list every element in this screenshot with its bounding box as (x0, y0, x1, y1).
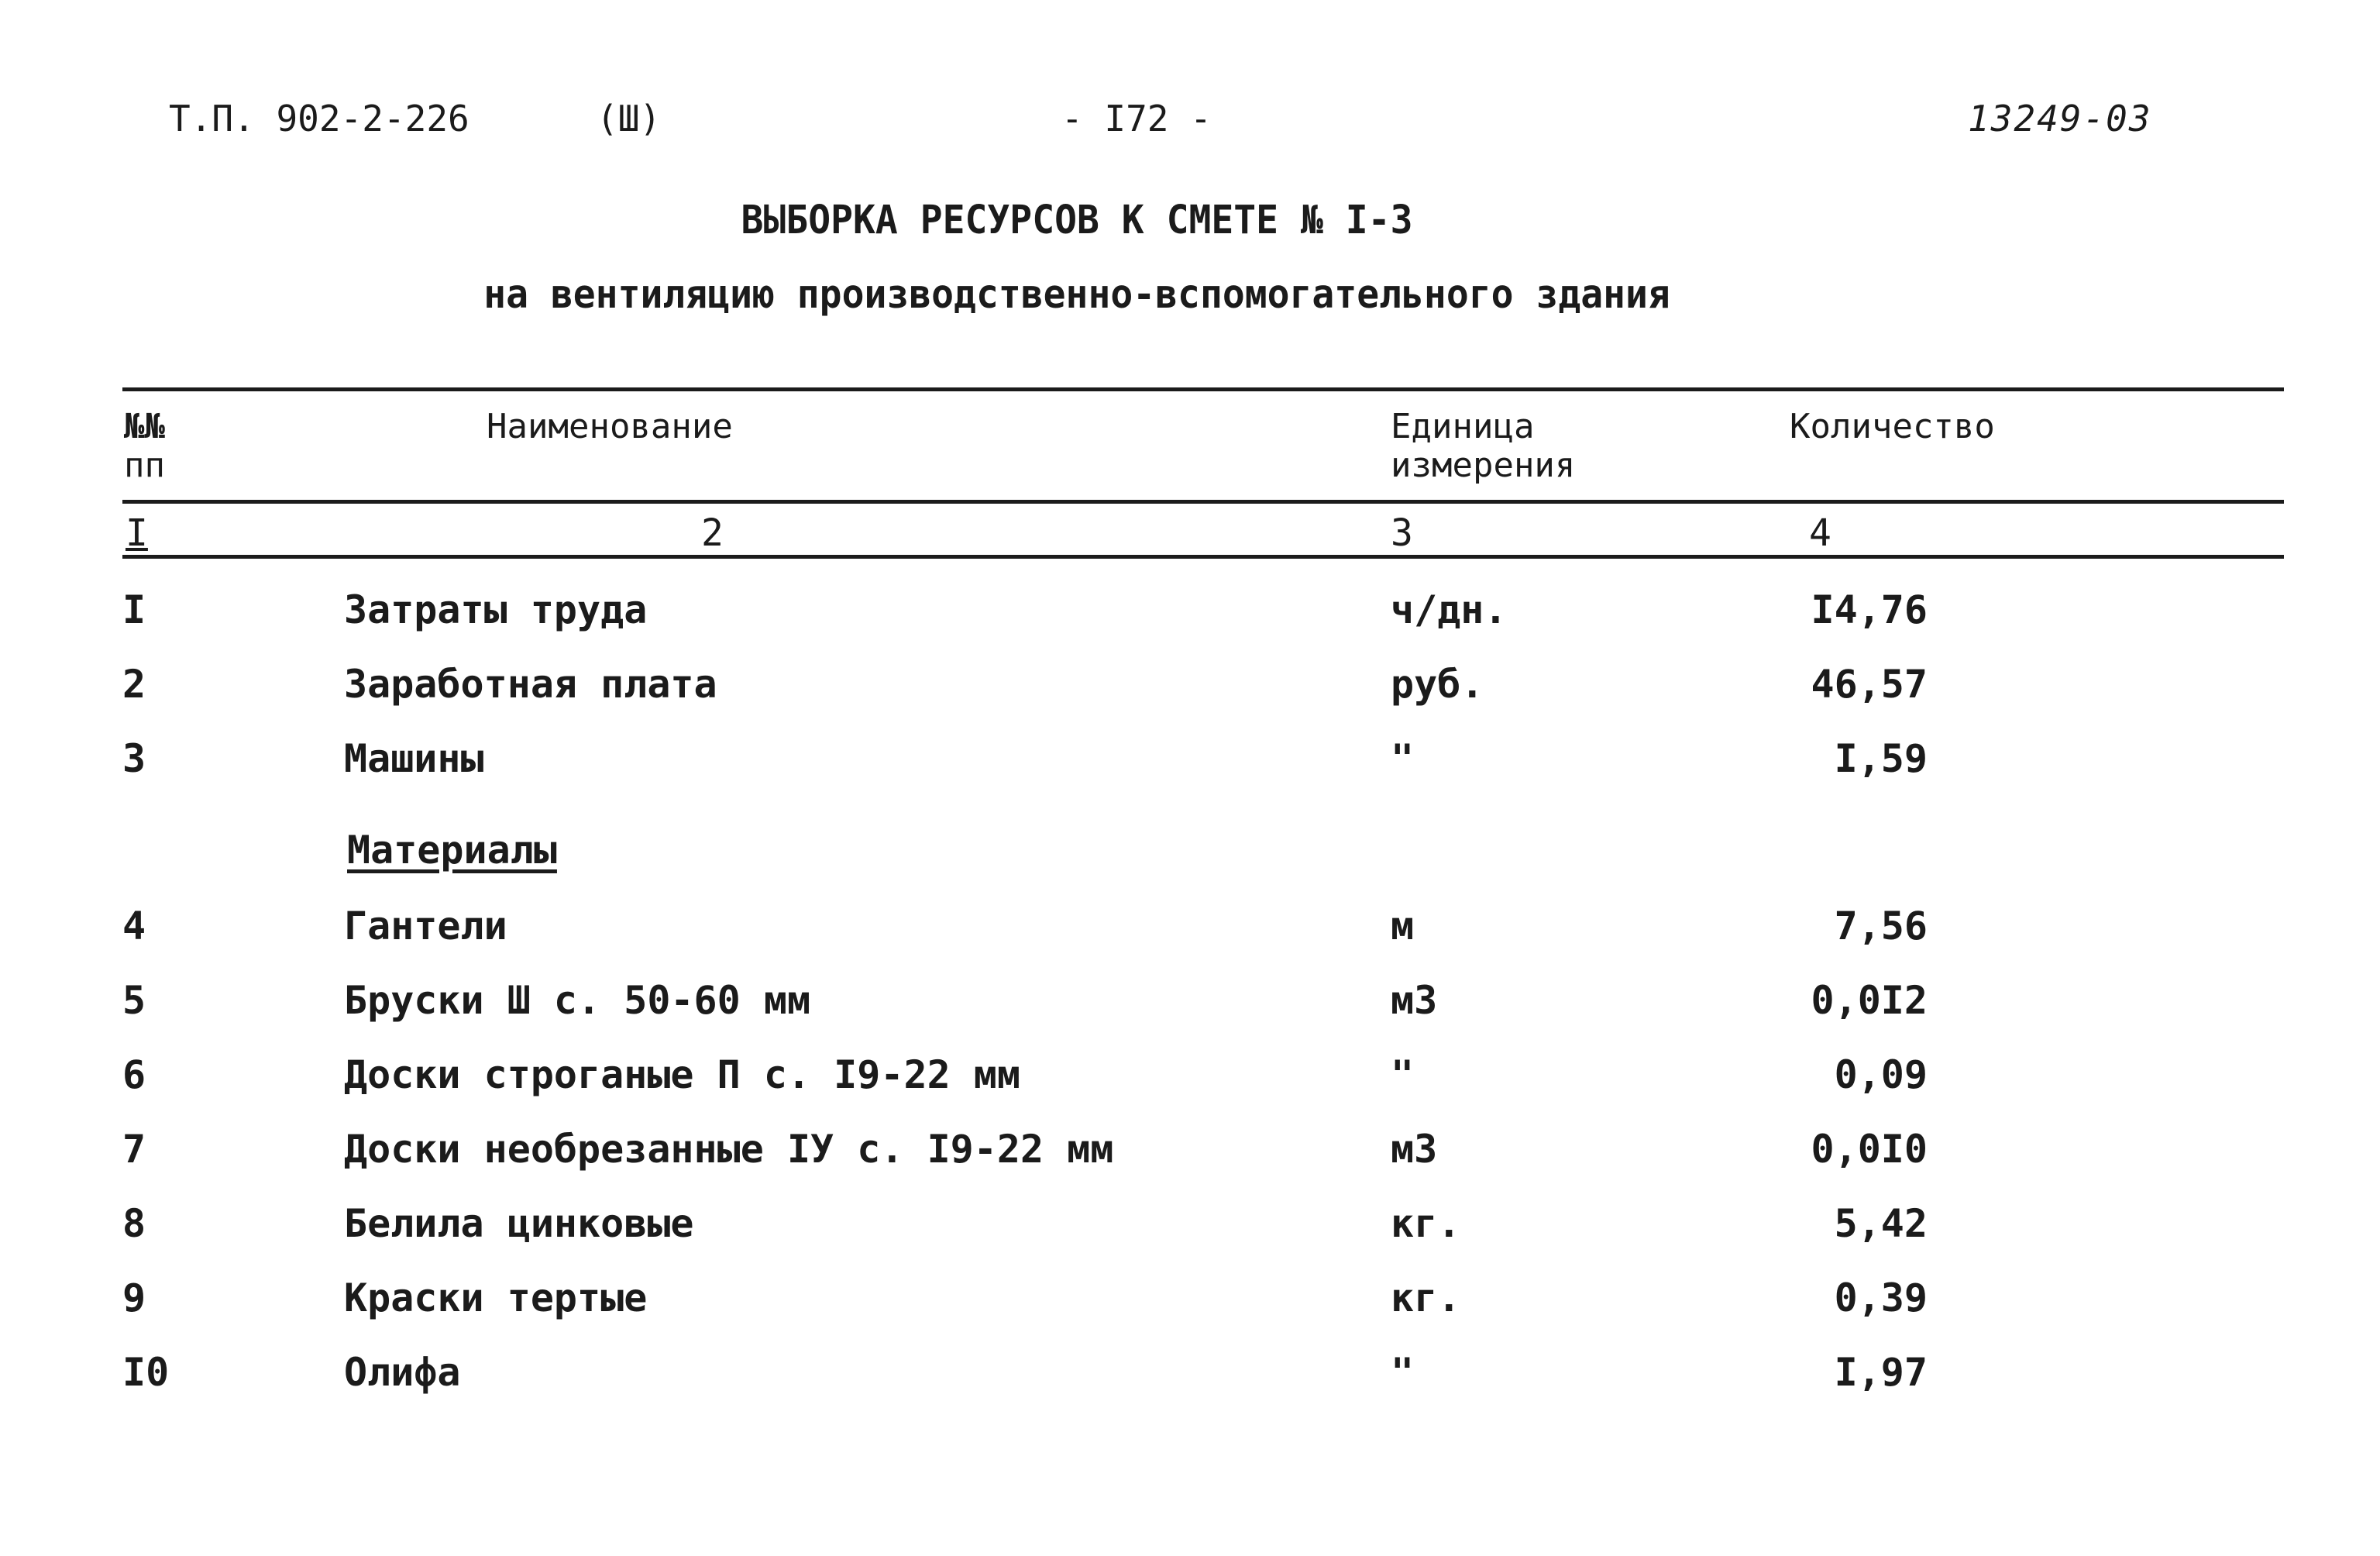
header-number (124, 408, 165, 485)
row-name: Затраты труда (344, 587, 648, 632)
row-quantity: I,59 (1834, 736, 1928, 781)
table-row (0, 587, 2380, 642)
column-number-2: 2 (701, 511, 724, 555)
row-unit: ч/дн. (1391, 587, 1508, 632)
row-quantity: I4,76 (1811, 587, 1928, 632)
row-quantity: 46,57 (1811, 662, 1928, 707)
header-bottom-rule (122, 500, 2284, 504)
header-name: Наименование (487, 407, 733, 446)
column-number-1: I (126, 511, 148, 555)
document-section: (Ш) (597, 98, 662, 139)
row-name: Бруски Ш с. 50-60 мм (344, 978, 811, 1023)
row-number: 3 (122, 736, 146, 781)
row-quantity: 5,42 (1834, 1201, 1928, 1246)
row-unit: " (1391, 1350, 1415, 1395)
row-number: 5 (122, 978, 146, 1023)
sheet-code: 13249-03 (1968, 98, 2152, 139)
table-row (0, 1350, 2380, 1404)
row-number: 9 (122, 1275, 146, 1320)
row-number: 7 (122, 1127, 146, 1172)
row-number: 8 (122, 1201, 146, 1246)
row-name: Машины (344, 736, 484, 781)
header-unit-line2: измерения (1391, 446, 1576, 485)
row-quantity: 7,56 (1834, 904, 1928, 948)
row-unit: м (1391, 904, 1415, 948)
row-unit: кг. (1391, 1275, 1461, 1320)
row-name: Белила цинковые (344, 1201, 694, 1246)
row-unit: м3 (1391, 978, 1438, 1023)
row-unit: руб. (1391, 662, 1484, 707)
row-number: I (122, 587, 146, 632)
column-numbers-rule (122, 555, 2284, 559)
table-row (0, 1127, 2380, 1181)
document-title: ВЫБОРКА РЕСУРСОВ К СМЕТЕ № I-3 (741, 197, 1413, 243)
table-top-rule (122, 387, 2284, 391)
row-unit: " (1391, 1052, 1415, 1097)
table-row (0, 1275, 2380, 1330)
row-number: 4 (122, 904, 146, 948)
row-number: 6 (122, 1052, 146, 1097)
row-name: Краски тертые (344, 1275, 648, 1320)
row-quantity: 0,0I2 (1811, 978, 1928, 1023)
table-row (0, 978, 2380, 1032)
column-number-3: 3 (1391, 511, 1413, 555)
table-row (0, 904, 2380, 958)
table-row (0, 1201, 2380, 1255)
header-number-line1: №№ (124, 407, 165, 446)
document-code: Т.П. 902-2-226 (169, 98, 469, 139)
row-unit: " (1391, 736, 1415, 781)
materials-section-label: Материалы (347, 828, 557, 873)
table-row (0, 662, 2380, 716)
row-name: Олифа (344, 1350, 461, 1395)
row-quantity: I,97 (1834, 1350, 1928, 1395)
document-subtitle: на вентиляцию производственно-вспомогательного здания (483, 271, 1670, 318)
row-unit: м3 (1391, 1127, 1438, 1172)
row-number: I0 (122, 1350, 170, 1395)
row-quantity: 0,09 (1834, 1052, 1928, 1097)
row-name: Доски необрезанные IУ с. I9-22 мм (344, 1127, 1114, 1172)
table-row (0, 1052, 2380, 1107)
row-quantity: 0,0I0 (1811, 1127, 1928, 1172)
page-number: - I72 - (1061, 98, 1212, 139)
row-name: Заработная плата (344, 662, 717, 707)
row-name: Доски строганые П с. I9-22 мм (344, 1052, 1020, 1097)
table-row (0, 736, 2380, 790)
row-number: 2 (122, 662, 146, 707)
header-unit-line1: Единица (1391, 407, 1535, 446)
header-unit (1391, 408, 1575, 485)
row-name: Гантели (344, 904, 507, 948)
header-quantity: Количество (1790, 407, 1995, 446)
column-number-4: 4 (1809, 511, 1831, 555)
row-unit: кг. (1391, 1201, 1461, 1246)
header-number-line2: пп (124, 446, 165, 485)
row-quantity: 0,39 (1834, 1275, 1928, 1320)
